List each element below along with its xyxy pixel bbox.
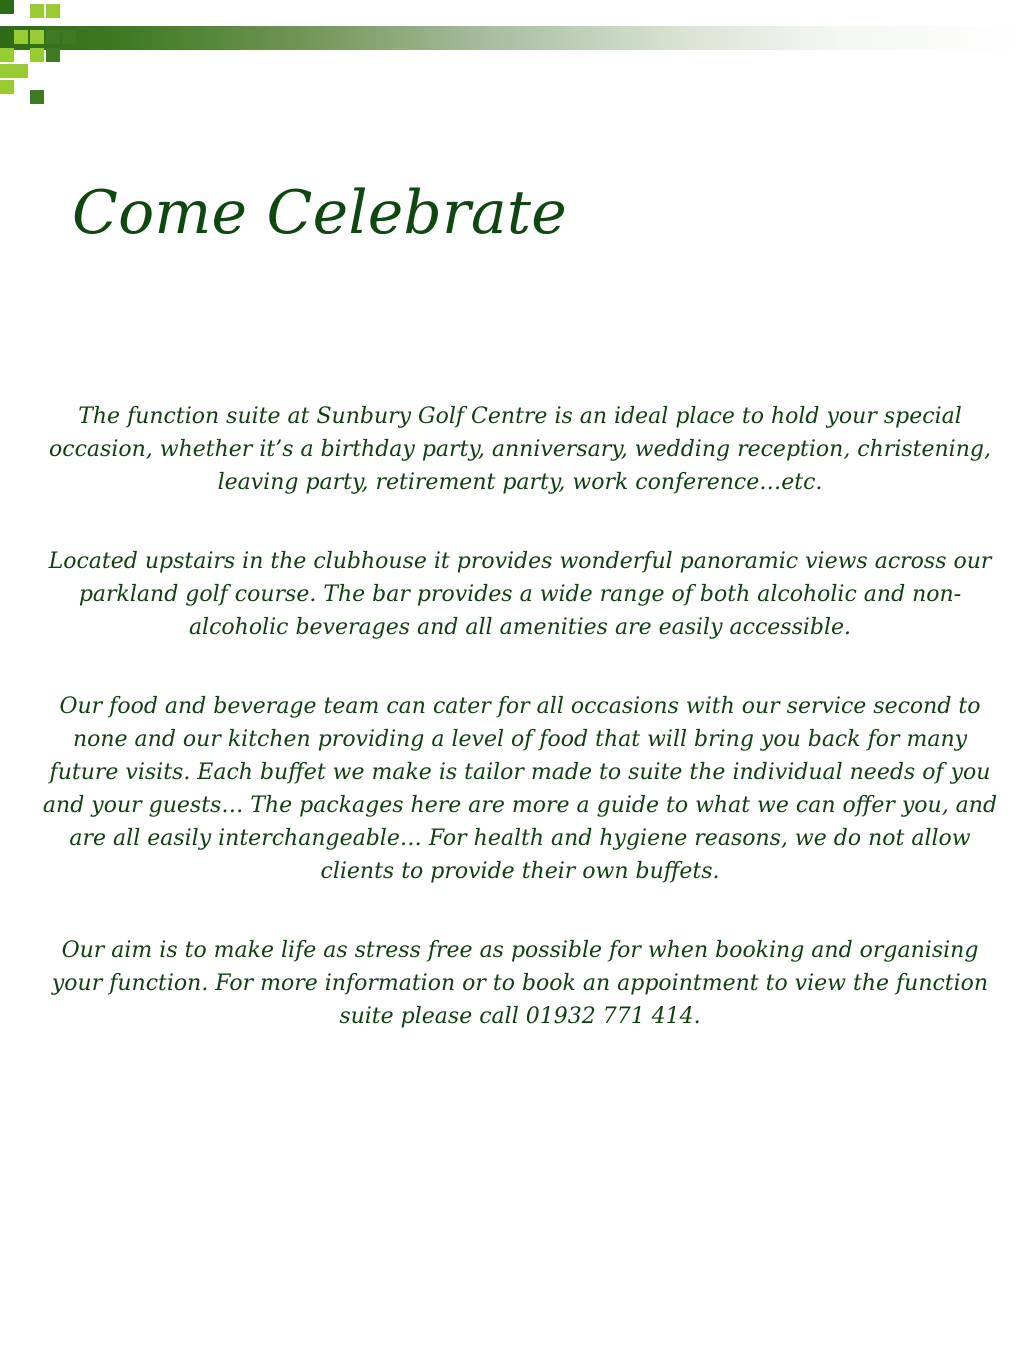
slide-body [40, 400, 1000, 1033]
header-square [14, 30, 28, 44]
header-square [30, 4, 44, 18]
header-square [0, 48, 14, 62]
header-square [0, 64, 14, 78]
header-square [30, 90, 44, 104]
body-paragraph: Our food and beverage team can cater for all occasions with our service second to none and our kitchen providing a level of food that will bring you back for many future visits. Each buffet we make is tailor made to suite the individual needs of you and your guests… The packages here are more a guide to what we can offer you, and are all easily interchangeable… For health and hygiene reasons, we do not allow clients to provide their own buffets. [42, 694, 998, 884]
header-square [46, 4, 60, 18]
body-paragraph: Located upstairs in the clubhouse it provides wonderful panoramic views across our parkland golf course. The bar provides a wide range of both alcoholic and non-alcoholic beverages and all amenities are easily accessible. [48, 549, 992, 640]
body-paragraph: Our aim is to make life as stress free as possible for when booking and organising your function. For more information or to book an appointment to view the function suite please call 01932 771 414. [51, 938, 989, 1029]
header-square [30, 48, 44, 62]
header-square [0, 0, 14, 14]
header-square [0, 80, 14, 94]
header-gradient-bar [0, 26, 1024, 50]
header-square [62, 30, 76, 44]
header-square [14, 64, 28, 78]
slide-title: Come Celebrate [72, 178, 567, 248]
header-square [46, 48, 60, 62]
header-square [46, 30, 60, 44]
header-square [30, 30, 44, 44]
body-paragraph: The function suite at Sunbury Golf Centre is an ideal place to hold your special occasion, whether it’s a birthday party, anniversary, wedding reception, christening, leaving party, retirement party, work conference…etc. [49, 404, 991, 495]
